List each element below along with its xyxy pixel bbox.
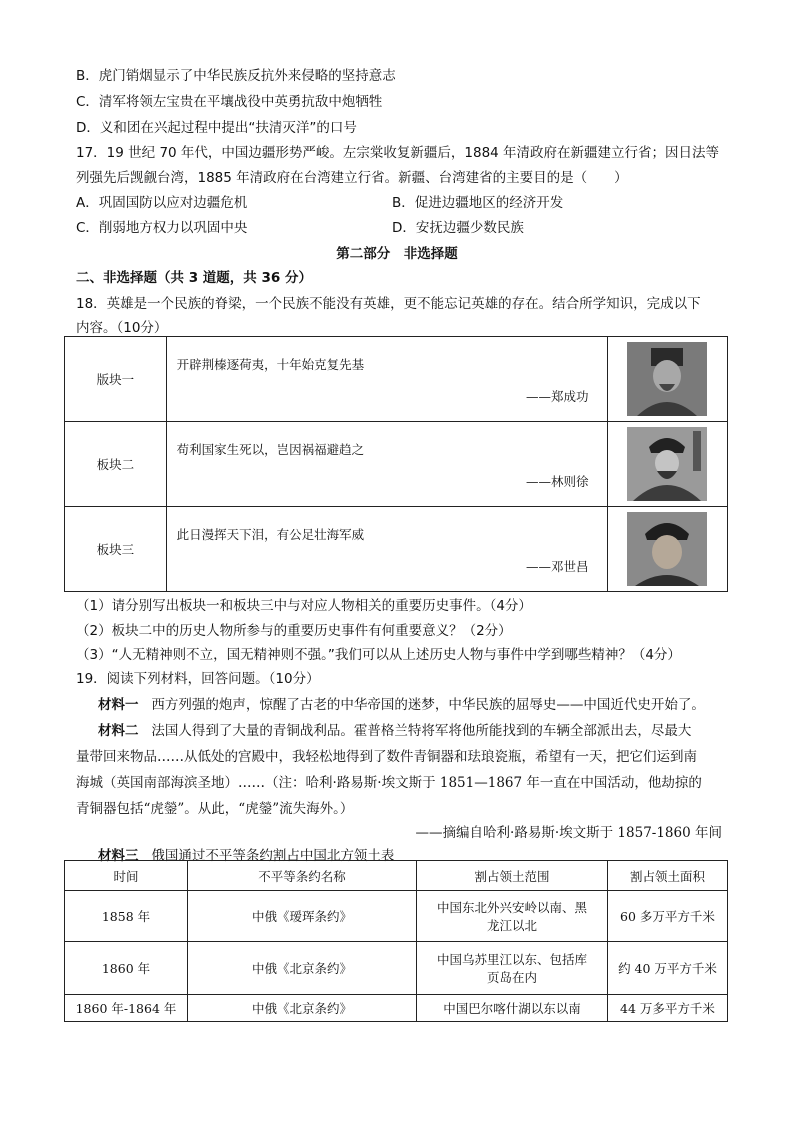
block-label: 板块二 [65, 422, 167, 507]
q18-sub2: （2）板块二中的历史人物所参与的重要历史事件有何重要意义？（2分） [76, 623, 512, 639]
portrait-cell [607, 337, 727, 422]
quote-text: 苟利国家生死以，岂因祸福避趋之 [176, 442, 365, 457]
cell-treaty: 中俄《北京条约》 [188, 942, 417, 995]
quote-author: ——邓世昌 [526, 559, 589, 574]
table-row [65, 422, 728, 507]
cell-scope [417, 942, 608, 995]
block-label: 板块三 [65, 507, 167, 592]
material-2-line4: 青铜器包括“虎鎣”。从此，“虎鎣”流失海外。） [76, 801, 354, 817]
cell-scope-line1: 中国东北外兴安岭以南、黑 [436, 900, 587, 915]
quote-author: ——林则徐 [526, 474, 589, 489]
material-1-label: 材料一 [98, 697, 139, 713]
part2-title: 第二部分 非选择题 [336, 246, 458, 262]
cell-time: 1858 年 [65, 891, 188, 942]
material-2-line2: 量带回来物品……从低处的宫殿中，我轻松地得到了数件青铜器和珐琅瓷瓶，希望有一天，把它们运到南 [76, 749, 697, 765]
material-1-text: 西方列强的炮声，惊醒了古老的中华帝国的迷梦，中华民族的屈辱史——中国近代史开始了。 [151, 697, 705, 713]
header-time: 时间 [65, 861, 188, 891]
q18-sub1: （1）请分别写出板块一和板块三中与对应人物相关的重要历史事件。（4分） [76, 598, 532, 614]
header-area: 割占领土面积 [608, 861, 728, 891]
header-treaty: 不平等条约名称 [188, 861, 417, 891]
cell-scope-line2: 页岛在内 [486, 970, 537, 985]
q18-sub3: （3）“人无精神则不立，国无精神则不强。”我们可以从上述历史人物与事件中学到哪些精神？（4分） [76, 647, 681, 663]
q16-option-c: C．清军将领左宝贵在平壤战役中英勇抗敌中炮牺牲 [76, 94, 383, 110]
table-row [65, 942, 728, 995]
cell-scope: 中国巴尔喀什湖以东以南 [417, 995, 608, 1022]
cell-treaty: 中俄《北京条约》 [188, 995, 417, 1022]
hero-table [64, 336, 728, 592]
material-3-label: 材料三 [98, 848, 139, 864]
q17-stem-line2: 列强先后觊觎台湾，1885 年清政府在台湾建立行省。新疆、台湾建省的主要目的是（ ） [76, 170, 628, 186]
material-1 [98, 693, 705, 713]
q17-option-d: D．安抚边疆少数民族 [392, 220, 524, 236]
material-2-source: ——摘编自哈利·路易斯·埃文斯于 1857-1860 年间 [415, 825, 722, 841]
table-header-row [65, 861, 728, 891]
q17-stem-line1: 17．19 世纪 70 年代，中国边疆形势严峻。左宗棠收复新疆后，1884 年清政府在新疆建立行省；因日法等 [76, 145, 720, 161]
material-3-title: 俄国通过不平等条约割占中国北方领土表 [151, 848, 395, 864]
treaty-table [64, 860, 728, 1022]
material-2-line1 [98, 719, 691, 739]
material-2-text: 法国人得到了大量的青铜战利品。霍普格兰特将军将他所能找到的车辆全部派出去，尽最大 [151, 723, 692, 739]
q17-option-c: C．削弱地方权力以巩固中央 [76, 220, 248, 236]
q18-stem-line2: 内容。（10分） [76, 320, 168, 336]
portrait-cell [607, 507, 727, 592]
table-row [65, 337, 728, 422]
cell-time: 1860 年 [65, 942, 188, 995]
table-row [65, 891, 728, 942]
quote-cell [166, 507, 607, 592]
header-scope: 割占领土范围 [417, 861, 608, 891]
portrait-lin-zexu [627, 427, 707, 501]
material-2-line3: 海城（英国南部海滨圣地）……（注：哈利·路易斯·埃文斯于 1851—1867 年一直在中国活动，他劫掠的 [76, 775, 702, 791]
quote-text: 此日漫挥天下泪，有公足壮海军威 [176, 527, 365, 542]
q16-option-b: B．虎门销烟显示了中华民族反抗外来侵略的坚持意志 [76, 68, 396, 84]
cell-scope [417, 891, 608, 942]
quote-text: 开辟荆榛逐荷夷，十年始克复先基 [176, 357, 365, 372]
cell-area: 44 万多平方千米 [608, 995, 728, 1022]
section-heading: 二、非选择题（共 3 道题，共 36 分） [76, 270, 312, 286]
q16-option-d: D．义和团在兴起过程中提出“扶清灭洋”的口号 [76, 120, 357, 136]
cell-time: 1860 年-1864 年 [65, 995, 188, 1022]
cell-treaty: 中俄《瑷珲条约》 [188, 891, 417, 942]
q18-stem-line1: 18．英雄是一个民族的脊梁，一个民族不能没有英雄，更不能忘记英雄的存在。结合所学知识，完成以下 [76, 296, 701, 312]
quote-author: ——郑成功 [526, 389, 589, 404]
portrait-zheng-chenggong [627, 342, 707, 416]
cell-scope-line1: 中国乌苏里江以东、包括库 [436, 952, 587, 967]
q17-option-a: A．巩固国防以应对边疆危机 [76, 195, 248, 211]
table-row [65, 995, 728, 1022]
q19-stem: 19．阅读下列材料，回答问题。（10分） [76, 671, 320, 687]
quote-cell [166, 337, 607, 422]
portrait-cell [607, 422, 727, 507]
quote-cell [166, 422, 607, 507]
block-label: 版块一 [65, 337, 167, 422]
cell-area: 60 多万平方千米 [608, 891, 728, 942]
cell-scope-line2: 龙江以北 [486, 918, 537, 933]
table-row [65, 507, 728, 592]
portrait-deng-shichang [627, 512, 707, 586]
q17-option-b: B．促进边疆地区的经济开发 [392, 195, 564, 211]
material-2-label: 材料二 [98, 723, 139, 739]
cell-area: 约 40 万平方千米 [608, 942, 728, 995]
